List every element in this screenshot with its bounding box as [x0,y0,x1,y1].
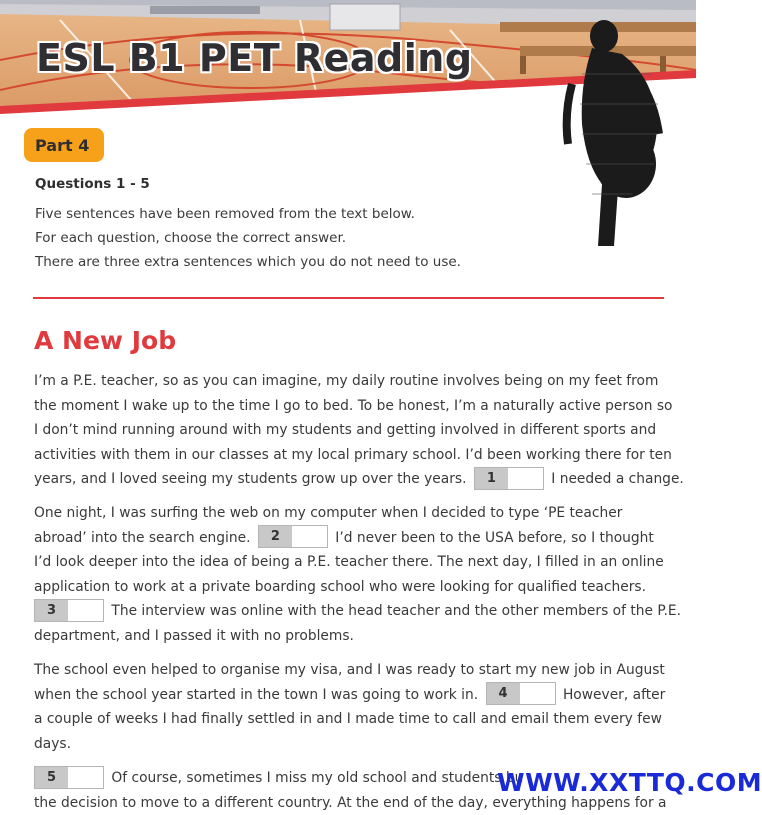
text-line: the moment I wake up to the time I go to bed. To be honest, I’m a naturally active person so [34,394,664,419]
section-divider [33,297,664,299]
gap-number: 2 [259,526,292,547]
gap-input-box[interactable] [520,683,555,704]
text-line: I’m a P.E. teacher, so as you can imagine, my daily routine involves being on my feet from [34,369,664,394]
text-line [34,526,664,551]
text-line: One night, I was surfing the web on my computer when I decided to type ‘PE teacher [34,501,664,526]
answer-gap-3[interactable] [34,599,104,622]
site-watermark: WWW.XXTTQ.COM [497,768,762,797]
instruction-line: Five sentences have been removed from the text below. [35,206,415,222]
gap-number: 3 [35,600,68,621]
text-segment: However, after [563,687,665,703]
gap-number: 5 [35,767,68,788]
text-line: The school even helped to organise my visa, and I was ready to start my new job in August [34,658,664,683]
part-tab: Part 4 [24,128,104,162]
instruction-line: For each question, choose the correct answer. [35,230,346,246]
text-line: a couple of weeks I had finally settled in and I made time to call and email them every few [34,707,664,732]
gap-input-box[interactable] [68,767,103,788]
article-heading: A New Job [34,326,176,355]
gap-number: 4 [487,683,520,704]
answer-gap-2[interactable] [258,525,328,548]
text-segment: abroad’ into the search engine. [34,530,251,546]
gap-input-box[interactable] [292,526,327,547]
text-line: the decision to move to a different country. At the end of the day, everything happens for a [34,791,664,815]
text-line [34,683,664,708]
text-segment: years, and I loved seeing my students grow up over the years. [34,471,466,487]
instruction-line: There are three extra sentences which you do not need to use. [35,254,461,270]
answer-gap-4[interactable] [486,682,556,705]
gap-number: 1 [475,468,508,489]
text-line [34,467,664,492]
article-paragraph-1 [34,369,664,492]
text-line: application to work at a private boarding school who were looking for qualified teachers. [34,575,664,600]
runner-silhouette-image [562,14,670,252]
answer-gap-1[interactable] [474,467,544,490]
text-line [34,599,664,624]
gap-input-box[interactable] [508,468,543,489]
text-segment: I’d never been to the USA before, so I thought [335,530,654,546]
text-line: activities with them in our classes at my local primary school. I’d been working there for ten [34,443,664,468]
page-title: ESL B1 PET Reading [36,36,473,80]
text-segment: The interview was online with the head teacher and the other members of the P.E. [111,603,681,619]
questions-label: Questions 1 - 5 [35,176,150,192]
text-segment: when the school year started in the town I was going to work in. [34,687,478,703]
text-line: days. [34,732,664,757]
text-line: department, and I passed it with no problems. [34,624,664,649]
text-line: I don’t mind running around with my students and getting involved in different sports and [34,418,664,443]
article-paragraph-2 [34,501,664,648]
text-segment: Of course, sometimes I miss my old school and students bu [111,770,523,786]
article-paragraph-3 [34,658,664,756]
text-segment: I needed a change. [551,471,684,487]
answer-gap-5[interactable] [34,766,104,789]
text-line: I’d look deeper into the idea of being a P.E. teacher there. The next day, I filled in an online [34,550,664,575]
gap-input-box[interactable] [68,600,103,621]
